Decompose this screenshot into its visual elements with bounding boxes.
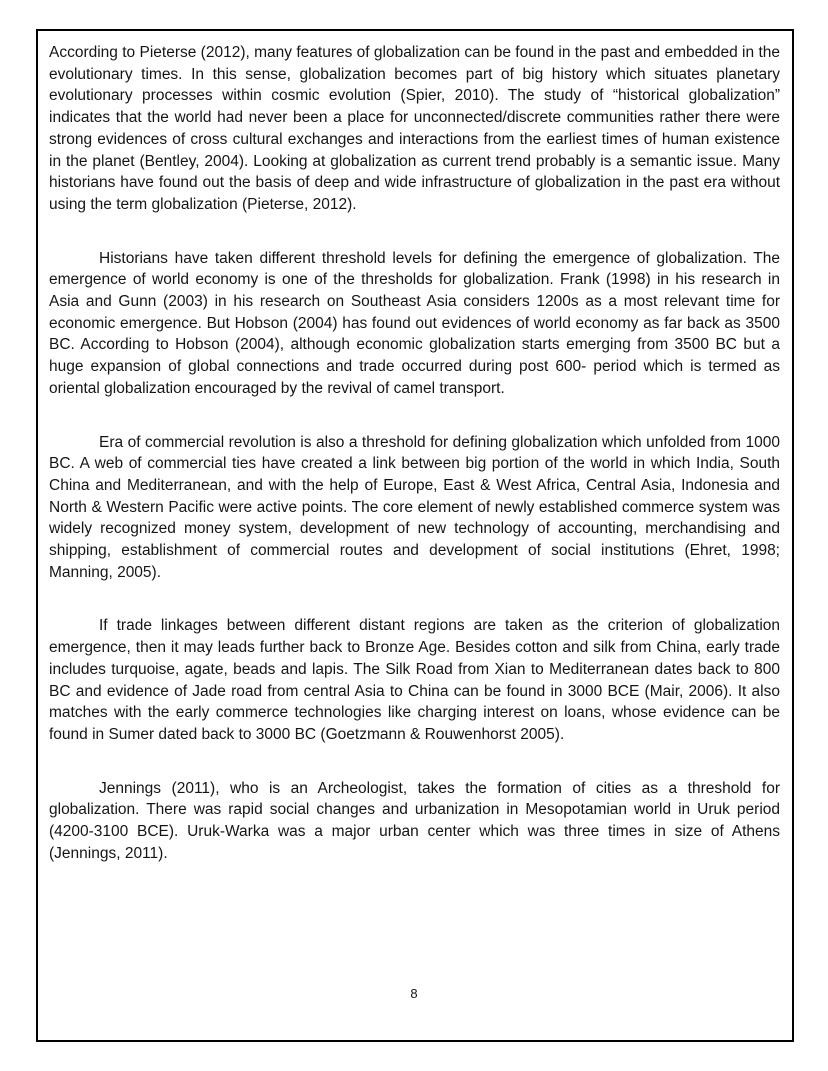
paragraph-3: Era of commercial revolution is also a threshold for defining globalization which unfolded from 1000 BC. A web of commercial ties have created a link between big portion of the world in which India, South China and Mediterranean, and with the help of Europe, East & West Africa, Central Asia, Indonesia and North & Western Pacific were active points. The core element of newly established commerce system was widely recognized money system, development of new technology of accounting, merchandising and shipping, establishment of commercial routes and development of social institutions (Ehret, 1998; Manning, 2005).	[49, 433, 780, 581]
paragraph-4: If trade linkages between different distant regions are taken as the criterion of globalization emergence, then it may leads further back to Bronze Age. Besides cotton and silk from China, early trade includes turquoise, agate, beads and lapis. The Silk Road from Xian to Mediterranean dates back to 800 BC and evidence of Jade road from central Asia to China can be found in 3000 BCE (Mair, 2006). It also matches with the early commerce technologies like charging interest on loans, whose evidence can be found in Sumer dated back to 3000 BC (Goetzmann & Rouwenhorst 2005).	[49, 617, 780, 743]
body-text	[49, 42, 780, 865]
paragraph-2: Historians have taken different threshold levels for defining the emergence of globalization. The emergence of world economy is one of the thresholds for globalization. Frank (1998) in his research in Asia and Gunn (2003) in his research on Southeast Asia considers 1200s as a most relevant time for economic emergence. But Hobson (2004) has found out evidences of world economy as far back as 3500 BC. According to Hobson (2004), although economic globalization starts emerging from 3500 BC but a huge expansion of global connections and trade occurred during post 600- period which is termed as oriental globalization encouraged by the revival of camel transport.	[49, 249, 780, 397]
paragraph-1: According to Pieterse (2012), many features of globalization can be found in the past and embedded in the evolutionary times. In this sense, globalization becomes part of big history which situates planetary evolutionary processes within cosmic evolution (Spier, 2010). The study of “historical globalization” indicates that the world had never been a place for unconnected/discrete communities rather there were strong evidences of cross cultural exchanges and interactions from the earliest times of human existence in the planet (Bentley, 2004). Looking at globalization as current trend probably is a semantic issue. Many historians have found out the basis of deep and wide infrastructure of globalization in the past era without using the term globalization (Pieterse, 2012).	[49, 44, 780, 213]
paragraph-5: Jennings (2011), who is an Archeologist, takes the formation of cities as a threshold for globalization. There was rapid social changes and urbanization in Mesopotamian world in Uruk period (4200-3100 BCE). Uruk-Warka was a major urban center which was three times in size of Athens (Jennings, 2011).	[49, 779, 780, 862]
page-number: 8	[410, 986, 418, 1001]
